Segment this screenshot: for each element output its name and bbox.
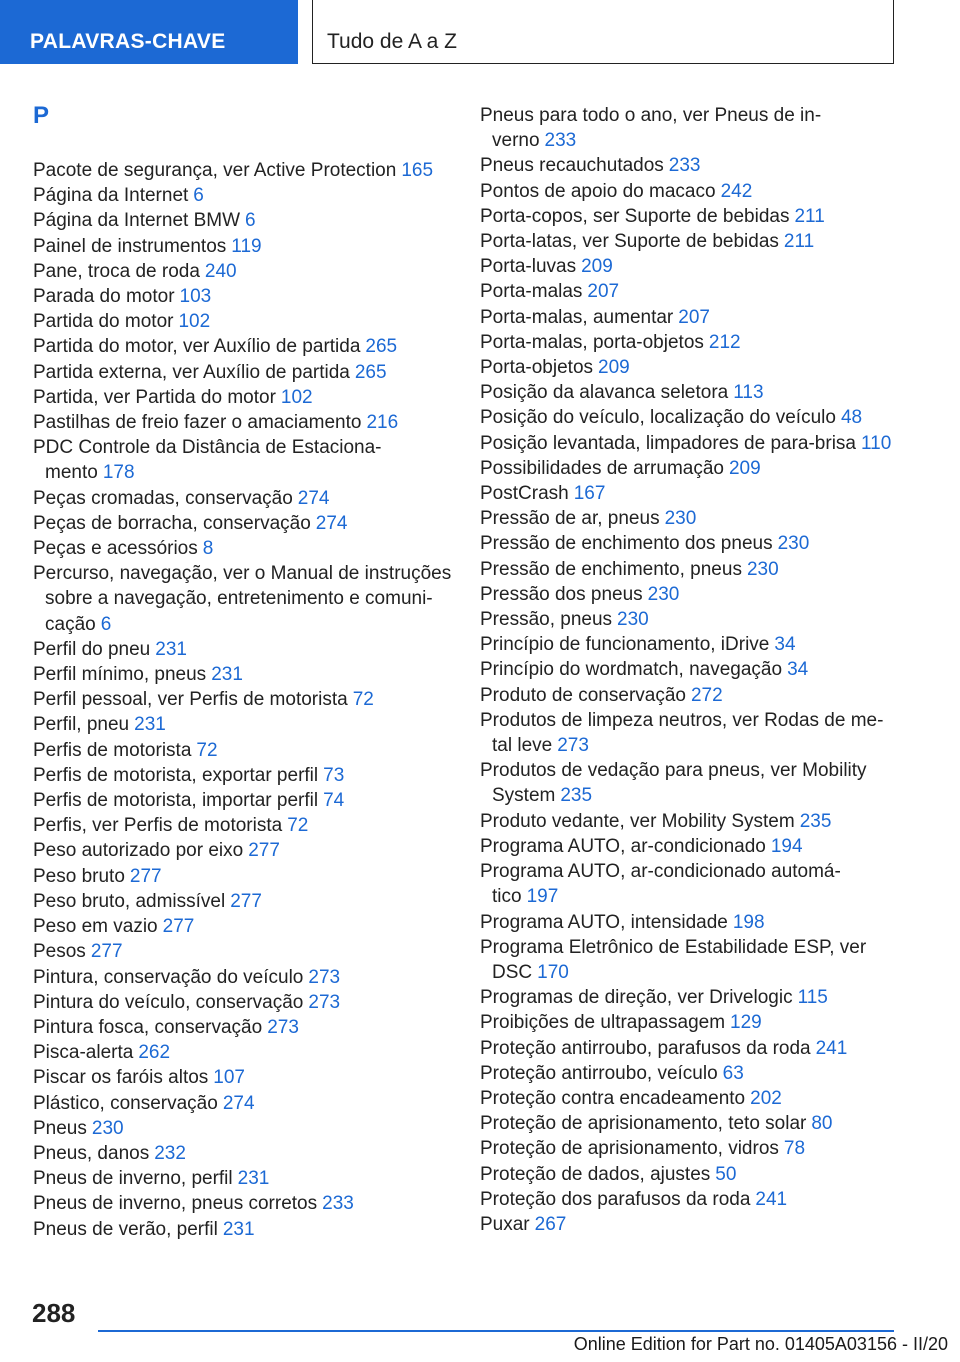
page-reference-link[interactable]: 48 [840, 407, 863, 429]
index-entry-text: Perfil mínimo, pneus [33, 664, 207, 686]
index-entry-text: Porta-malas, porta-objetos [480, 331, 704, 353]
index-entry-text: PDC Controle da Distância de Estaciona- [33, 437, 382, 459]
index-entry [480, 1136, 900, 1161]
index-entry [480, 1061, 900, 1086]
page-reference-link[interactable]: 265 [354, 361, 387, 383]
index-entry [480, 103, 900, 153]
page-reference-link[interactable]: 110 [861, 432, 892, 454]
page-reference-link[interactable]: 231 [237, 1168, 270, 1190]
index-entry [33, 763, 453, 788]
index-entry [33, 990, 453, 1015]
page-reference-link[interactable]: 230 [647, 583, 680, 605]
index-entry-text: Possibilidades de arrumação [480, 457, 724, 479]
index-entry-text: Pane, troca de roda [33, 260, 200, 282]
page-reference-link[interactable]: 209 [598, 357, 630, 379]
index-entry [480, 305, 900, 330]
page-reference-link[interactable]: 119 [231, 235, 262, 257]
page-reference-link[interactable]: 231 [134, 714, 166, 736]
index-entry [480, 456, 900, 481]
index-entry-text: Pressão de enchimento dos pneus [480, 533, 773, 555]
index-entry-text: Porta-malas, aumentar [480, 306, 674, 328]
index-entry [33, 838, 453, 863]
index-entry-text: Proteção de aprisionamento, vidros [480, 1138, 779, 1160]
index-entry [33, 536, 453, 561]
index-entry [33, 435, 453, 485]
page-reference-link[interactable]: 72 [352, 689, 374, 711]
page-reference-link[interactable]: 230 [777, 533, 810, 555]
index-entry [480, 935, 900, 985]
page-reference-link[interactable]: 273 [308, 991, 341, 1013]
page-reference-link[interactable]: 74 [323, 790, 345, 812]
page-reference-link[interactable]: 240 [204, 260, 237, 282]
page-reference-link[interactable]: 63 [722, 1062, 744, 1084]
index-entry [33, 334, 453, 359]
index-entry-text: Página da Internet [33, 185, 189, 207]
index-entry-text: Programa AUTO, ar-condicionado automá- [480, 861, 841, 883]
index-entry-text: Proteção de aprisionamento, teto solar [480, 1113, 807, 1135]
index-entry [33, 914, 453, 939]
page-reference-link[interactable]: 209 [581, 256, 613, 278]
section-letter: P [33, 102, 50, 129]
index-entry [480, 431, 900, 456]
index-entry [33, 1191, 453, 1216]
page-reference-link[interactable]: 72 [287, 815, 309, 837]
index-entry [480, 1212, 900, 1237]
page-reference-link[interactable]: 197 [526, 886, 559, 908]
index-entry [480, 229, 900, 254]
page-reference-link[interactable]: 262 [138, 1042, 171, 1064]
page-reference-link[interactable]: 107 [213, 1067, 245, 1089]
index-entry [33, 234, 453, 259]
index-entry-text: Perfil pessoal, ver Perfis de motorista [33, 689, 348, 711]
index-entry [33, 813, 453, 838]
page-reference-link[interactable]: 209 [728, 457, 761, 479]
index-entry-text: Partida do motor [33, 311, 174, 333]
footer-divider [98, 1330, 894, 1332]
index-entry-text: Peças cromadas, conservação [33, 487, 293, 509]
index-entry [33, 1040, 453, 1065]
page-reference-link[interactable]: 235 [560, 785, 593, 807]
index-entry [480, 330, 900, 355]
index-entry-text: Pesos [33, 941, 86, 963]
index-entry-text: Perfis de motorista [33, 739, 192, 761]
index-entry [33, 788, 453, 813]
index-entry-text: tico [492, 886, 522, 908]
page-reference-link[interactable]: 232 [154, 1142, 186, 1164]
index-entry-text: Proteção dos parafusos da roda [480, 1188, 751, 1210]
index-entry-text: mento [45, 462, 98, 484]
page-reference-link[interactable]: 233 [322, 1193, 354, 1215]
index-entry [480, 1086, 900, 1111]
page-reference-link[interactable]: 73 [323, 764, 345, 786]
page-reference-link[interactable]: 50 [715, 1163, 737, 1185]
index-entry-text: Programas de direção, ver Drivelogic [480, 987, 793, 1009]
index-entry-text: Peso bruto, admissível [33, 890, 226, 912]
index-entry-text: Painel de instrumentos [33, 235, 227, 257]
page-reference-link[interactable]: 241 [755, 1188, 788, 1210]
index-entry-text: Proteção de dados, ajustes [480, 1163, 711, 1185]
index-entry [480, 1111, 900, 1136]
page-reference-link[interactable]: 212 [708, 331, 741, 353]
index-entry-text: Pontos de apoio do macaco [480, 180, 716, 202]
page-reference-link[interactable]: 102 [280, 386, 313, 408]
index-entry [480, 708, 900, 758]
page-reference-link[interactable]: 194 [770, 835, 803, 857]
page-reference-link[interactable]: 231 [155, 638, 187, 660]
index-entry [33, 1091, 453, 1116]
page-reference-link[interactable]: 273 [267, 1016, 299, 1038]
index-entry-text: Puxar [480, 1213, 530, 1235]
index-entry [480, 254, 900, 279]
index-entry [33, 687, 453, 712]
page-reference-link[interactable]: 267 [534, 1213, 567, 1235]
index-entry [33, 864, 453, 889]
index-entry [480, 557, 900, 582]
index-entry-text: Pressão dos pneus [480, 583, 643, 605]
page-reference-link[interactable]: 113 [733, 382, 764, 404]
index-entry [480, 1036, 900, 1061]
page-reference-link[interactable]: 265 [365, 336, 398, 358]
index-entry [33, 1141, 453, 1166]
index-entry [33, 939, 453, 964]
index-entry [33, 284, 453, 309]
page-reference-link[interactable]: 231 [211, 664, 243, 686]
index-entry [33, 1116, 453, 1141]
index-entry-text: Produto vedante, ver Mobility System [480, 810, 795, 832]
index-entry-text: Pressão de enchimento, pneus [480, 558, 742, 580]
index-entry [480, 531, 900, 556]
index-entry [480, 683, 900, 708]
index-entry-text: Pintura fosca, conservação [33, 1016, 263, 1038]
index-entry-text: Página da Internet BMW [33, 210, 240, 232]
page-reference-link[interactable]: 6 [245, 210, 256, 232]
index-entry [480, 657, 900, 682]
page-reference-link[interactable]: 274 [297, 487, 330, 509]
page-reference-link[interactable]: 242 [720, 180, 753, 202]
index-entry [33, 259, 453, 284]
page-reference-link[interactable]: 272 [690, 684, 723, 706]
index-entry-text: Programa AUTO, intensidade [480, 911, 728, 933]
index-entry [480, 1187, 900, 1212]
page-reference-link[interactable]: 277 [230, 890, 262, 912]
index-entry [480, 607, 900, 632]
index-entry-text: Perfil do pneu [33, 638, 151, 660]
index-entry [480, 1162, 900, 1187]
page-reference-link[interactable]: 211 [794, 205, 825, 227]
index-entry [33, 1065, 453, 1090]
index-entry-text: Pneus de inverno, pneus corretos [33, 1193, 318, 1215]
index-entry-text: Peso em vazio [33, 916, 158, 938]
index-entry-text: Pneus [33, 1117, 87, 1139]
index-entry-text: Perfis de motorista, exportar perfil [33, 764, 319, 786]
index-entry-text: Proteção antirroubo, veículo [480, 1062, 718, 1084]
index-entry [33, 561, 453, 637]
index-entry-text: Pastilhas de freio fazer o amaciamento [33, 412, 362, 434]
index-entry-text: PostCrash [480, 483, 569, 505]
page-reference-link[interactable]: 274 [222, 1092, 255, 1114]
index-entry [480, 985, 900, 1010]
index-entry [33, 208, 453, 233]
index-entry [33, 637, 453, 662]
page-reference-link[interactable]: 129 [730, 1012, 762, 1034]
section-tab[interactable]: PALAVRAS-CHAVE [0, 0, 298, 64]
page-reference-link[interactable]: 216 [366, 412, 399, 434]
page-reference-link[interactable]: 6 [100, 613, 112, 635]
page-reference-link[interactable]: 198 [732, 911, 765, 933]
page-reference-link[interactable]: 78 [783, 1138, 806, 1160]
page-reference-link[interactable]: 230 [617, 609, 649, 631]
index-entry-text: Partida do motor, ver Auxílio de partida [33, 336, 361, 358]
header-title: Tudo de A a Z [312, 0, 894, 64]
index-entry-text: cação [45, 613, 96, 635]
index-entry-text: Porta-latas, ver Suporte de bebidas [480, 231, 779, 253]
index-column-right [480, 103, 900, 1237]
page-reference-link[interactable]: 274 [315, 512, 348, 534]
page-reference-link[interactable]: 241 [815, 1037, 848, 1059]
page-reference-link[interactable]: 235 [799, 810, 832, 832]
index-entry [480, 582, 900, 607]
index-entry-text: Programa AUTO, ar-condicionado [480, 835, 766, 857]
index-entry-text: Parada do motor [33, 286, 175, 308]
index-entry [33, 410, 453, 435]
index-entry-text: Produtos de limpeza neutros, ver Rodas de me- [480, 709, 884, 731]
page-reference-link[interactable]: 72 [196, 739, 218, 761]
index-entry [33, 662, 453, 687]
index-entry-text: Pneus de inverno, perfil [33, 1168, 233, 1190]
index-entry [480, 204, 900, 229]
page-number: 288 [32, 1298, 76, 1328]
index-entry [33, 965, 453, 990]
page-reference-link[interactable]: 273 [557, 735, 589, 757]
index-entry-text: Pintura, conservação do veículo [33, 966, 304, 988]
index-entry [33, 360, 453, 385]
index-entry [480, 506, 900, 531]
index-entry-text: Pneus de verão, perfil [33, 1218, 218, 1240]
index-entry [33, 889, 453, 914]
page-reference-link[interactable]: 178 [102, 462, 135, 484]
page-reference-link[interactable]: 211 [783, 231, 815, 253]
page-reference-link[interactable]: 233 [544, 130, 577, 152]
index-entry-text: Perfil, pneu [33, 714, 130, 736]
page-reference-link[interactable]: 207 [678, 306, 710, 328]
page-reference-link[interactable]: 202 [750, 1087, 782, 1109]
index-entry-text: Porta-objetos [480, 357, 594, 379]
index-entry [33, 385, 453, 410]
index-entry-text: Perfis de motorista, importar perfil [33, 790, 319, 812]
footer-edition-text: Online Edition for Part no. 01405A03156 - II/20 [573, 1334, 948, 1354]
index-entry-text: Posição levantada, limpadores de para-brisa [480, 432, 856, 454]
index-entry [33, 1015, 453, 1040]
index-entry-text: DSC [492, 961, 533, 983]
page-reference-link[interactable]: 277 [162, 916, 195, 938]
index-entry-text: sobre a navegação, entretenimento e comuni- [45, 588, 433, 610]
index-entry-text: Princípio de funcionamento, iDrive [480, 634, 770, 656]
index-entry-text: Perfis, ver Perfis de motorista [33, 815, 283, 837]
page-reference-link[interactable]: 230 [664, 508, 697, 530]
index-entry [480, 859, 900, 909]
page-reference-link[interactable]: 233 [668, 155, 701, 177]
index-entry [480, 910, 900, 935]
index-entry-text: Pintura do veículo, conservação [33, 991, 304, 1013]
index-entry-text: Proteção contra encadeamento [480, 1087, 746, 1109]
page-reference-link[interactable]: 8 [202, 538, 214, 560]
index-entry [480, 355, 900, 380]
index-entry-text: Peso bruto [33, 865, 125, 887]
index-entry [480, 179, 900, 204]
page-reference-link[interactable]: 230 [746, 558, 779, 580]
index-entry [33, 158, 453, 183]
index-entry-text: Piscar os faróis altos [33, 1067, 209, 1089]
index-entry [480, 632, 900, 657]
index-entry-text: Posição da alavanca seletora [480, 382, 729, 404]
page-reference-link[interactable]: 277 [248, 840, 280, 862]
index-entry-text: Proteção antirroubo, parafusos da roda [480, 1037, 811, 1059]
page-reference-link[interactable]: 273 [308, 966, 341, 988]
index-entry-text: Pressão de ar, pneus [480, 508, 660, 530]
index-entry [33, 486, 453, 511]
index-entry [480, 834, 900, 859]
index-entry [480, 481, 900, 506]
page-reference-link[interactable]: 277 [129, 865, 162, 887]
index-entry-text: Pressão, pneus [480, 609, 613, 631]
index-entry [480, 809, 900, 834]
page-reference-link[interactable]: 34 [787, 659, 809, 681]
index-entry-text: Porta-copos, ser Suporte de bebidas [480, 205, 790, 227]
page-reference-link[interactable]: 170 [537, 961, 569, 983]
index-entry-text: Pneus, danos [33, 1142, 150, 1164]
index-entry [33, 511, 453, 536]
index-entry-text: Peso autorizado por eixo [33, 840, 244, 862]
index-entry [480, 758, 900, 808]
index-entry-text: Porta-luvas [480, 256, 577, 278]
index-entry [33, 183, 453, 208]
page-reference-link[interactable]: 231 [222, 1218, 255, 1240]
index-entry-text: Princípio do wordmatch, navegação [480, 659, 783, 681]
index-entry-text: Peças de borracha, conservação [33, 512, 311, 534]
index-entry-text: Partida externa, ver Auxílio de partida [33, 361, 350, 383]
index-entry-text: Partida, ver Partida do motor [33, 386, 276, 408]
page-reference-link[interactable]: 230 [91, 1117, 124, 1139]
index-entry-text: Peças e acessórios [33, 538, 198, 560]
index-entry-text: Pneus para todo o ano, ver Pneus de in- [480, 105, 822, 126]
page-reference-link[interactable]: 165 [401, 160, 434, 181]
index-column-left [33, 158, 453, 1242]
index-entry-text: tal leve [492, 735, 553, 757]
page-reference-link[interactable]: 115 [797, 987, 828, 1009]
index-entry [33, 309, 453, 334]
index-entry [480, 153, 900, 178]
index-entry [480, 380, 900, 405]
page-reference-link[interactable]: 277 [90, 941, 123, 963]
page-reference-link[interactable]: 34 [774, 634, 796, 656]
index-entry-text: Programa Eletrônico de Estabilidade ESP, ver [480, 936, 867, 958]
index-entry-text: Proibições de ultrapassagem [480, 1012, 726, 1034]
index-entry-text: Pacote de segurança, ver Active Protection [33, 160, 397, 181]
page-reference-link[interactable]: 6 [193, 185, 204, 207]
index-entry [480, 1010, 900, 1035]
page-reference-link[interactable]: 103 [179, 286, 212, 308]
index-entry-text: Pisca-alerta [33, 1042, 134, 1064]
page-reference-link[interactable]: 102 [178, 311, 211, 333]
index-entry-text: Produtos de vedação para pneus, ver Mobility [480, 760, 867, 782]
index-entry [480, 405, 900, 430]
page-reference-link[interactable]: 207 [587, 281, 620, 303]
index-entry-text: Pneus recauchutados [480, 155, 664, 177]
page-reference-link[interactable]: 167 [573, 483, 606, 505]
index-entry-text: Plástico, conservação [33, 1092, 218, 1114]
index-entry [33, 1166, 453, 1191]
index-entry [33, 1217, 453, 1242]
index-entry [33, 738, 453, 763]
index-entry-text: Produto de conservação [480, 684, 686, 706]
index-entry [33, 712, 453, 737]
index-entry-text: verno [492, 130, 540, 152]
index-entry-text: Percurso, navegação, ver o Manual de instruções [33, 563, 452, 585]
page-reference-link[interactable]: 80 [811, 1113, 833, 1135]
index-entry-text: Posição do veículo, localização do veículo [480, 407, 836, 429]
index-entry [480, 279, 900, 304]
index-entry-text: System [492, 785, 556, 807]
index-entry-text: Porta-malas [480, 281, 583, 303]
